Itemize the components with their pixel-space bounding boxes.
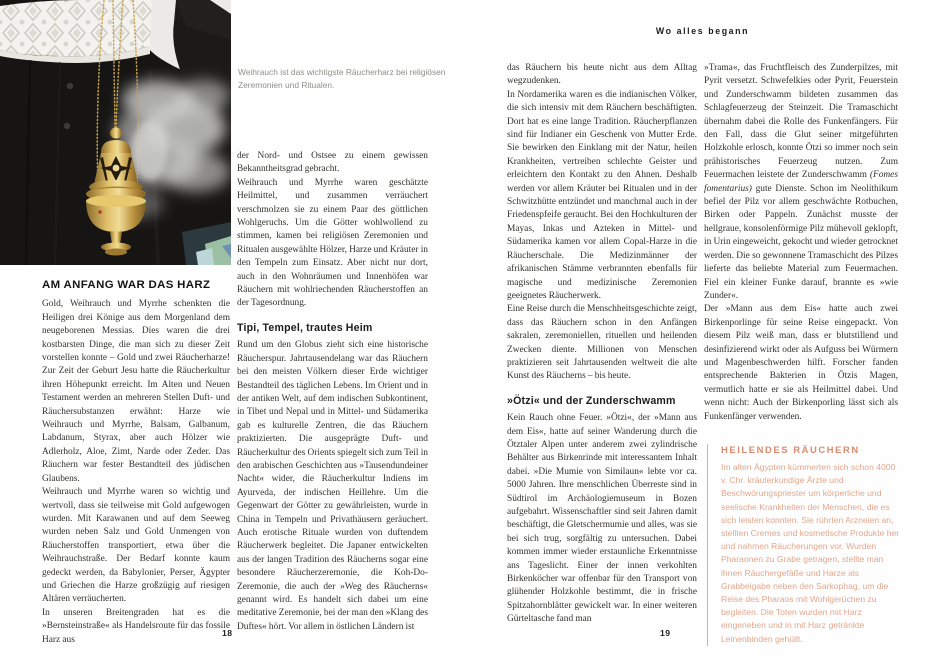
body-paragraph: der Nord- und Ostsee zu einem gewissen Bekanntheitsgrad gebracht. [237,151,428,175]
body-text: gute Dienste. Schon im Neolithikum befiel der Pilz vor allem geschwächte Rotbuchen, Birken oder Pappeln. Zunächst musste der hellgraue, konsolenförmige Pilz mühevoll geklopft, in Urin eingeweicht, gekocht und wieder getrocknet werden. Die so gewonnene Tramaschicht des Pilzes lieferte das beliebte Material zum Feuermachen. Fiel ein kleiner Funke darauf, brannte es »wie Zunder«. [704,183,898,301]
body-paragraph: In unseren Breitengraden hat es die »Bernsteinstraße« als Handelsroute für das fossile Harz aus [42,607,230,645]
body-paragraph: Weihrauch und Myrrhe waren geschätzte Heilmittel, und zusammen verräuchert verschmolzen sie zu einem Paar des göttlichen Wohlgeruchs. Um die Götter wohlwollend zu stimmen, kamen bei religiösen Zeremonien und Ritualen ausgewählte Hölzer, Harze und Kräuter in den Tempeln zum Einsatz. Aber nicht nur dort, auch in den Wohnräumen und Innenhöfen war Räuchern mit wohlriechenden Räucherstoffen an der Tagesordnung. [237,177,428,309]
censer-photo [0,0,231,265]
body-text: »Trama«, das Fruchtfleisch des Zunderpilzes, mit Pyrit versetzt. Schwefelkies oder Pyrit, Feuerstein und Zunderschwamm bildeten zusammen das Schlagfeuerzeug der Steinzeit. Die Tramaschicht übernahm dabei die Rolle des Funkenfängers. Für den Fall, dass die Glut seiner mitgeführten Holzkohle erlosch, konnte Ötzi so immer noch sein prähistorisches Feuerzeug nutzen. Zum Feuermachen leistete der Zunderschwamm [704,63,898,181]
body-paragraph: Gold, Weihrauch und Myrrhe schenkten die Heiligen drei Könige aus dem Morgenland dem neugeborenen Messias. Dies waren die drei kostbarsten Dinge, die man sich zu dieser Zeit vorstellen konnte – Gold und zwei Räucherharze! Zur Zeit der Geburt Jesu hatte die Räucherkultur ihren Höhepunkt erreicht. Im Alten und Neuen Testament werden an mehreren Stellen Duft- und Räuchersubstanzen erwähnt: Harze wie Weihrauch und Myrrhe, Balsam, Galbanum, Labdanum, Styrax, aber auch Hölzer wie Adlerholz, Aloe, Zimt, Narde oder Zeder. Das Räuchern war fester Bestandteil des jüdischen Glaubens. [42,299,230,484]
page-number-left: 18 [222,628,233,638]
info-box-text: Im alten Ägypten kümmerten sich schon 4000 v. Chr. kräuterkundige Ärzte und Beschwörungspriester um körperliche und seelische Krankheiten der Menschen, die es sich leisten konnten. Sie rührten Arzneien an, stellten Cremes und kosmetische Produkte her und nahmen Räucherungen vor. Wurden Pharaonen zu Grabe getragen, stellte man ihnen Räuchergefäße und Harze als Grabbeigabe neben den Sarkophag, um die Reise des Pharaos mit Wohlgerüchen zu begleiten. Die Toten wurden mit Harz eingerieben und in mit Harz getränkte Leinenbinden gehüllt. [721,462,900,644]
left-page-column-2 [237,150,428,634]
latin-species-name: (Fomes fomentarius) [704,170,898,194]
info-box-heilendes-raeuchern [707,444,903,646]
body-paragraph: das Räuchern bis heute nicht aus dem Alltag wegzudenken. [507,63,697,87]
page-number-right: 19 [660,628,671,638]
info-box-title: HEILENDES RÄUCHERN [721,444,860,455]
body-paragraph: Eine Reise durch die Menschheitsgeschichte zeigt, dass das Räuchern schon in den Anfängen sakralen, zeremoniellen, rituellen und heilenden Zwecken diente. Millionen von Menschen praktizieren seit Jahrtausenden weltweit die alte Kunst des Räucherns – bis heute. [507,304,697,382]
subsection-heading: Tipi, Tempel, trautes Heim [237,321,373,334]
body-paragraph [704,62,898,303]
body-paragraph: Der »Mann aus dem Eis« hatte auch zwei Birkenporlinge für seine Reise eingepackt. Von diesem Pilz weiß man, dass er blutstillend und desinfizierend wirkt oder als Aufguss bei Würmern und Magenbeschwerden hilft. Forscher fanden entsprechende Bakterien in Ötzis Magen, vermutlich hatte er sie als Heilmittel dabei. Und wenn nicht: Auch der Birkenporling lässt sich als Funkenfänger verwenden. [704,304,898,422]
photo-caption: Weihrauch ist das wichtigste Räucherharz bei religiösen Zeremonien und Ritualen. [238,67,446,90]
right-page-column-2 [704,62,898,424]
body-paragraph: Rund um den Globus zieht sich eine historische Räucherspur. Jahrtausendelang war das Räuchern bei den meisten Völkern dieser Erde wichtiger Bestandteil des täglichen Lebens. Im Orient und in der antiken Welt, auf dem indischen Subkontinent, in Tibet und Nepal und in Mittel- und Südamerika gab es kulturelle Zentren, die das Räuchern praktizierten. Die ausgeprägte Duft- und Räucherkultur des Orients spiegelt sich zum Teil in den arabischen Geschichten aus »Tausendundeiner Nacht« wider, die Räucherkultur Indiens im Ayurveda, der indischen Heillehre. Um die Gegenwart der Götter zu gewährleisten, wurde in China in Tempeln und Privathäusern geräuchert. Auch erotische Rituale wurden von duftendem Räucherwerk begleitet. Die Japaner entwickelten aus der langen Tradition des Räucherns sogar eine besondere Räucherzeremonie, die Koh-Do-Zeremonie, die auch der »Weg des Räucherns« genannt wird. Es handelt sich dabei um eine meditative Zeremonie, bei der man den »Klang des Duftes« hört. Vor allem in östlichen Ländern ist [237,340,428,632]
left-page-column-1 [42,279,230,647]
running-header: Wo alles begann [655,26,750,36]
right-page-column-1 [507,62,697,627]
body-paragraph: Kein Rauch ohne Feuer. »Ötzi«, der »Mann aus dem Eis«, hatte auf seiner Wanderung durch die Ötztaler Alpen unter anderem zwei zylindrische Behälter aus Birkenrinde mit interessantem Inhalt dabei. »Die Mumie von Similaun« lebte vor ca. 5000 Jahren. Ihre menschlichen Überreste sind in Südtirol im Archäologiemuseum in Bozen aufgebahrt. Wissenschaftler sind seit Jahren damit beschäftigt, die Gletschermumie und alles, was sie bei sich trug, sorgfältig zu untersuchen. Dabei kommen immer wieder erstaunliche Erkenntnisse ans Tageslicht. Einer der innen verkohlten Birkenköcher war offenbar für den Transport von glühender Holzkohle bestimmt, die in frische Spitzahornblätter gewickelt war. In einer weiteren Gürteltasche fand man [507,413,697,625]
body-paragraph: Weihrauch und Myrrhe waren so wichtig und wertvoll, dass sie teilweise mit Gold aufgewogen wurden. Mit Karawanen und auf dem Seeweg wurden neben Salz und Gold Unmengen von Räucherstoffen transportiert, etwa über die Weihrauchstraße. Der Bedarf konnte kaum gedeckt werden, da Babylonier, Perser, Ägypter und Griechen die Harze großzügig auf riesigen Altären verräucherten. [42,487,230,605]
section-heading: AM ANFANG WAR DAS HARZ [42,279,211,291]
body-paragraph: In Nordamerika waren es die indianischen Völker, die sich intensiv mit dem Räuchern beschäftigten. Dort hat es eine lange Tradition. Räucherpflanzen sind für Indianer ein Geschenk von Mutter Erde. Sie bewirken den Einklang mit der Natur, heilen Krankheiten, vertreiben schlechte Geister und erleichtern den Kontakt zu den Ahnen. Deshalb werden vor allem Kräuter bei Ritualen und in der Schwitzhütte entzündet und manchmal auch in der Friedenspfeife geraucht. Bei den Hochkulturen der Mayas, Inkas und Azteken in Mittel- und Südamerika kamen vor allem Copal-Harze in die Räucherschale. Die Medizinmänner der afrikanischen Stämme verbrannten ebenfalls für magische und medizinische Zeremonien geeignetes Räucherwerk. [507,89,697,301]
subsection-heading: »Ötzi« und der Zunderschwamm [507,394,676,407]
